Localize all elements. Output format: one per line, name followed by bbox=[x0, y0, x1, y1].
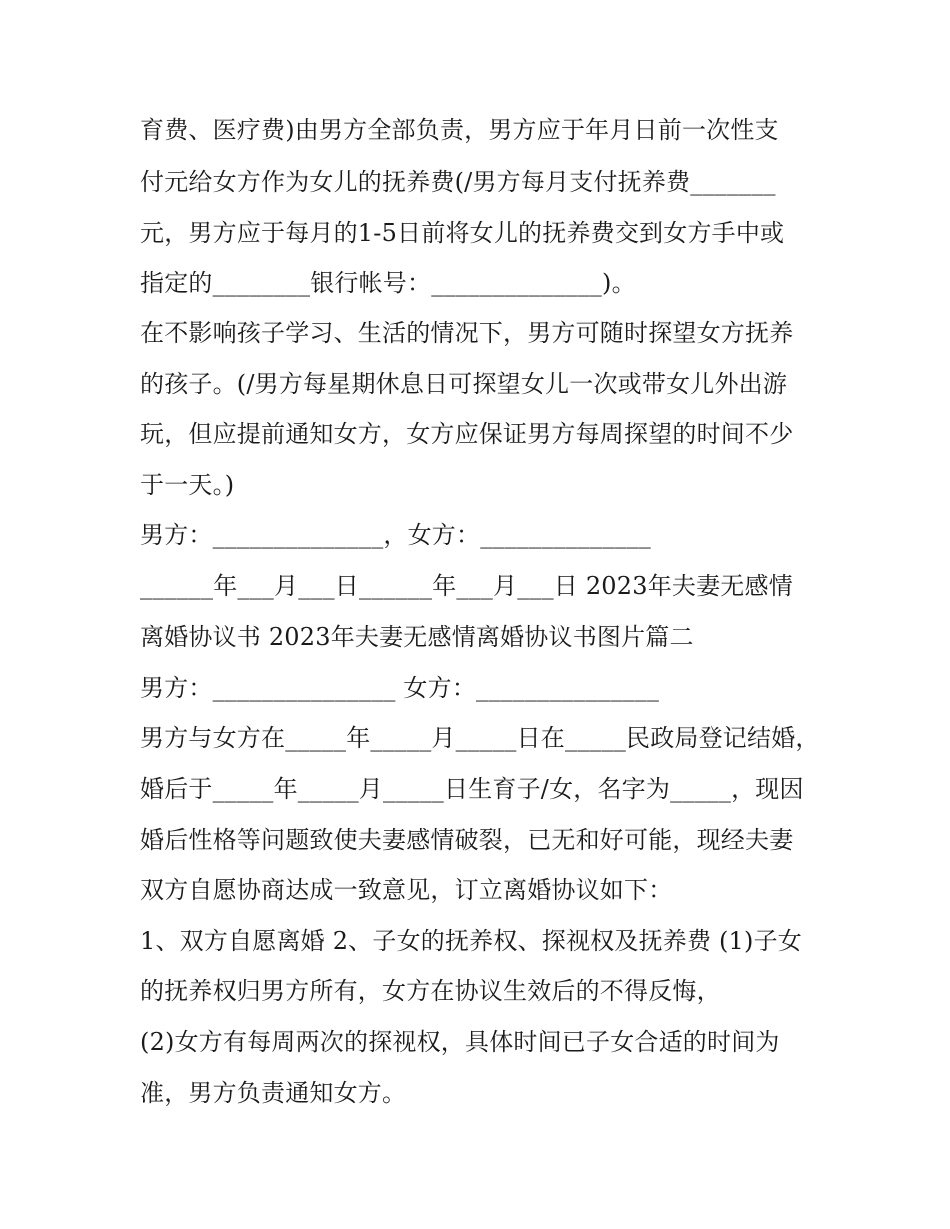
text-line: 1、双方自愿离婚 2、子女的抚养权、探视权及抚养费 (1)子女 bbox=[140, 927, 802, 955]
signature-line: 男方：_______________ 女方：_______________ bbox=[140, 674, 660, 702]
text-line: 指定的________银行帐号：______________)。 bbox=[140, 269, 636, 297]
text-line: 在不影响孩子学习、生活的情况下，男方可随时探望女方抚养 bbox=[140, 319, 794, 347]
text-line: 玩，但应提前通知女方，女方应保证男方每周探望的时间不少 bbox=[140, 420, 794, 448]
text-line: 双方自愿协商达成一致意见，订立离婚协议如下： bbox=[140, 876, 673, 904]
text-line: 元，男方应于每月的1-5日前将女儿的抚养费交到女方手中或 bbox=[140, 219, 785, 247]
signature-line: 男方：______________，女方：______________ bbox=[140, 521, 651, 549]
text-line: 付元给女方作为女儿的抚养费(/男方每月支付抚养费_______ bbox=[140, 168, 776, 196]
text-line: (2)女方有每周两次的探视权，具体时间已子女合适的时间为 bbox=[140, 1028, 780, 1056]
section-title: 离婚协议书 2023年夫妻无感情离婚协议书图片篇二 bbox=[140, 623, 694, 651]
text-line: 男方与女方在_____年_____月_____日在_____民政局登记结婚， bbox=[140, 724, 820, 752]
text-line: 于一天。) bbox=[140, 471, 235, 499]
text-line: 育费、医疗费)由男方全部负责，男方应于年月日前一次性支 bbox=[140, 116, 779, 144]
text-line: 婚后于_____年_____月_____日生育子/女，名字为_____，现因 bbox=[140, 775, 804, 803]
text-line: 的抚养权归男方所有，女方在协议生效后的不得反悔， bbox=[140, 977, 721, 1005]
text-line: 的孩子。(/男方每星期休息日可探望女儿一次或带女儿外出游 bbox=[140, 370, 788, 398]
date-line: ______年___月___日______年___月___日 2023年夫妻无感情 bbox=[140, 572, 793, 600]
text-line: 准，男方负责通知女方。 bbox=[140, 1079, 407, 1107]
text-line: 婚后性格等问题致使夫妻感情破裂，已无和好可能，现经夫妻 bbox=[140, 826, 794, 854]
